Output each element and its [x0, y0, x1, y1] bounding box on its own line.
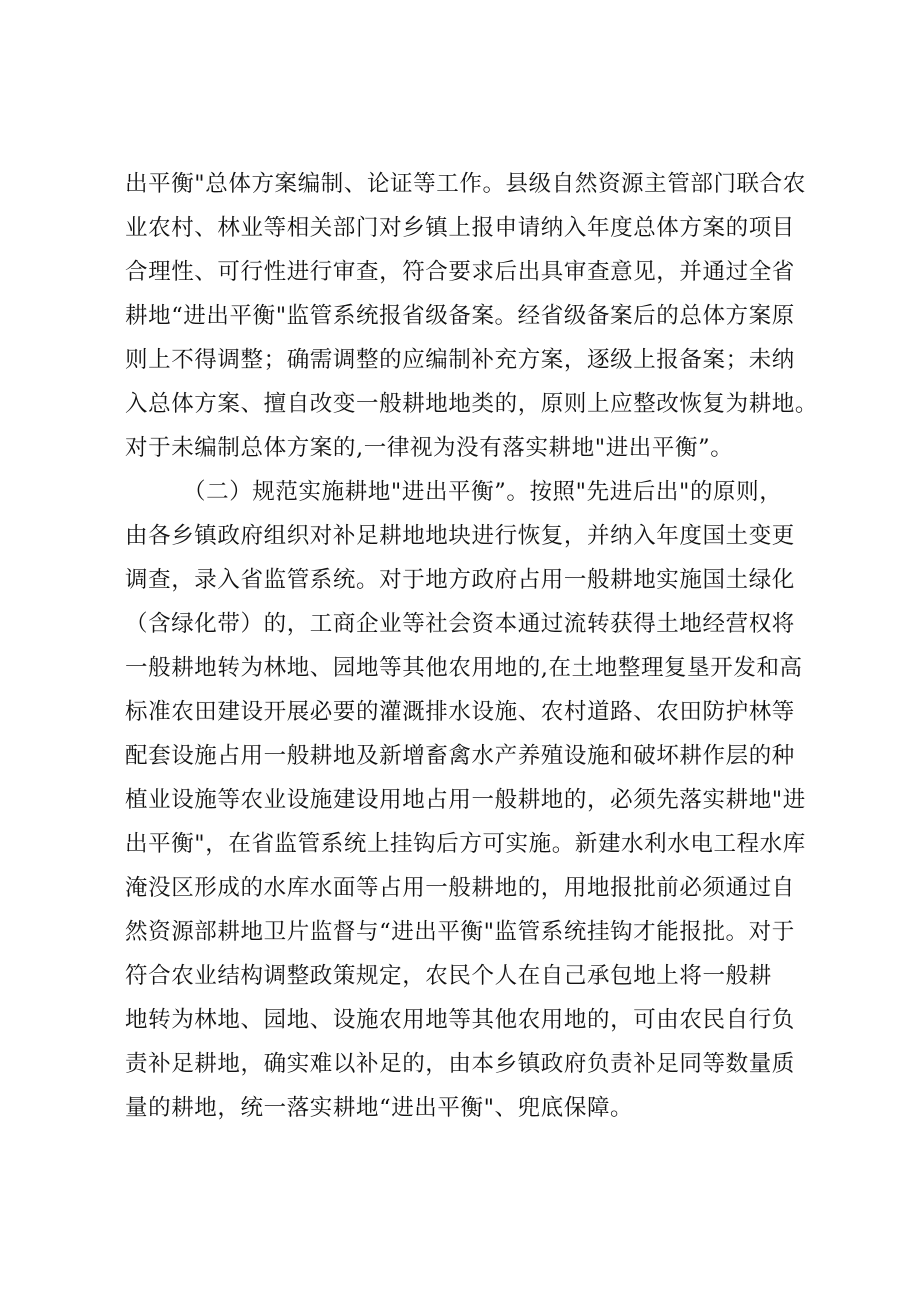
text-line: 植业设施等农业设施建设用地占用一般耕地的，必须先落实耕地"进	[125, 787, 806, 813]
text-line: 责补足耕地，确实难以补足的，由本乡镇政府负责补足同等数量质	[125, 1051, 795, 1077]
text-line: 淹没区形成的水库水面等占用一般耕地的，用地报批前必须通过自	[125, 875, 795, 901]
text-line: 符合农业结构调整政策规定，农民个人在自己承包地上将一般耕	[125, 963, 772, 989]
text-line: 业农村、林业等相关部门对乡镇上报申请纳入年度总体方案的项目	[125, 215, 795, 241]
text-line: 一般耕地转为林地、园地等其他农用地的,在土地整理复垦开发和高	[125, 655, 803, 681]
text-line: 则上不得调整；确需调整的应编制补充方案，逐级上报备案；未纳	[125, 347, 795, 373]
text-line: 标准农田建设开展必要的灌溉排水设施、农村道路、农田防护林等	[125, 699, 795, 725]
paragraph-2	[125, 470, 815, 1130]
document-body	[125, 162, 819, 1130]
text-line: 地转为林地、园地、设施农用地等其他农用地的，可由农民自行负	[125, 1007, 795, 1033]
text-line: 耕地“进出平衡"监管系统报省级备案。经省级备案后的总体方案原	[125, 303, 795, 329]
text-line: （含绿化带）的，工商企业等社会资本通过流转获得土地经营权将	[125, 611, 795, 637]
text-line: 调查，录入省监管系统。对于地方政府占用一般耕地实施国土绿化	[125, 567, 795, 593]
text-line: 出平衡"，在省监管系统上挂钩后方可实施。新建水利水电工程水库	[125, 831, 806, 857]
paragraph-1	[125, 162, 819, 470]
text-line: 由各乡镇政府组织对补足耕地地块进行恢复，并纳入年度国土变更	[125, 523, 795, 549]
text-line: 然资源部耕地卫片监督与“进出平衡"监管系统挂钩才能报批。对于	[125, 919, 795, 945]
text-line: 出平衡"总体方案编制、论证等工作。县级自然资源主管部门联合农	[125, 171, 806, 197]
section-heading-line: （二）规范实施耕地"进出平衡”。按照"先进后出"的原则，	[183, 479, 783, 505]
text-line: 配套设施占用一般耕地及新增畜禽水产养殖设施和破坏耕作层的种	[125, 743, 795, 769]
text-line: 量的耕地，统一落实耕地“进出平衡"、兜底保障。	[125, 1095, 634, 1121]
text-line: 合理性、可行性进行审查，符合要求后出具审查意见，并通过全省	[125, 259, 795, 285]
text-line: 对于未编制总体方案的,一律视为没有落实耕地"进出平衡”。	[125, 435, 734, 461]
text-line: 入总体方案、擅自改变一般耕地地类的，原则上应整改恢复为耕地。	[125, 391, 819, 417]
